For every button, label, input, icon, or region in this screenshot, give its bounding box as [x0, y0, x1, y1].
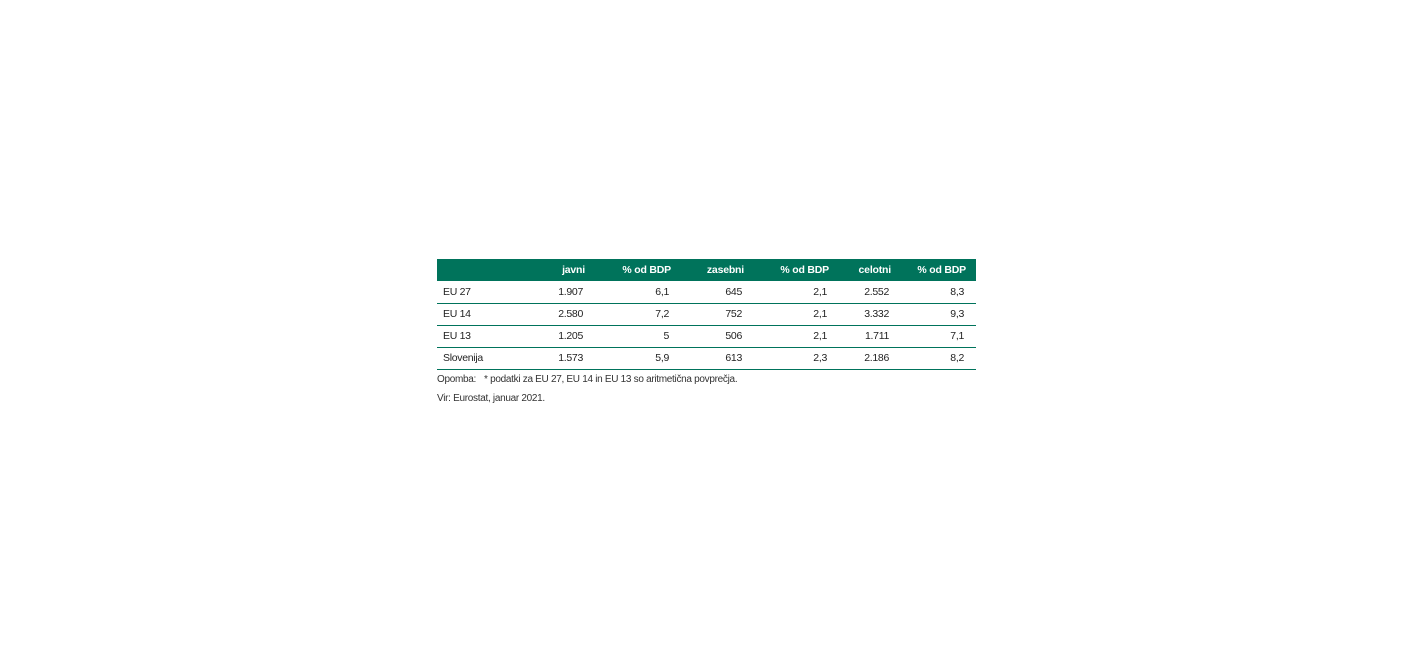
- row-label: EU 14: [443, 308, 471, 320]
- table-cell: 8,2: [950, 352, 964, 364]
- table-cell: 1.711: [865, 330, 889, 342]
- table-cell: 645: [725, 285, 742, 298]
- table-cell: 5,9: [655, 352, 669, 364]
- table-row: [437, 281, 976, 303]
- table-row: [437, 303, 976, 325]
- data-table: [437, 259, 976, 370]
- table-cell: 613: [725, 352, 742, 364]
- header-cell-javni-pct: % od BDP: [622, 264, 671, 276]
- table-cell: 2.580: [558, 308, 583, 320]
- table-cell: 8,3: [950, 285, 964, 298]
- table-note: [437, 374, 976, 385]
- header-cell-celotni: celotni: [858, 264, 891, 276]
- table-cell: 9,3: [950, 308, 964, 320]
- row-label: Slovenija: [443, 352, 483, 364]
- header-cell-label: [437, 259, 549, 281]
- data-table-container: [437, 259, 976, 404]
- table-row: [437, 325, 976, 347]
- note-text: * podatki za EU 27, EU 14 in EU 13 so aritmetična povprečja.: [484, 373, 738, 385]
- header-cell-zasebni: zasebni: [706, 264, 744, 276]
- row-label: EU 13: [443, 330, 471, 342]
- table-cell: 2.186: [864, 352, 889, 364]
- header-cell-javni: javni: [562, 264, 585, 276]
- table-source: Vir: Eurostat, januar 2021.: [437, 392, 545, 404]
- table-cell: 2.552: [864, 285, 889, 298]
- table-cell: 1.205: [558, 330, 583, 342]
- table-cell: 6,1: [655, 285, 669, 298]
- table-cell: 506: [725, 330, 742, 342]
- table-cell: 752: [725, 308, 742, 320]
- table-cell: 7,1: [950, 330, 964, 342]
- note-label: Opomba:: [437, 373, 477, 385]
- table-row: [437, 347, 976, 369]
- table-cell: 2,1: [813, 285, 827, 298]
- table-cell: 3.332: [864, 308, 889, 320]
- table-cell: 2,1: [813, 330, 827, 342]
- table-cell: 5: [663, 330, 669, 342]
- table-header-row: [437, 259, 976, 281]
- table-cell: 2,3: [813, 352, 827, 364]
- header-cell-celotni-pct: % od BDP: [917, 264, 966, 276]
- table-cell: 1.573: [558, 352, 583, 364]
- header-cell-zasebni-pct: % od BDP: [780, 264, 829, 276]
- row-label: EU 27: [443, 285, 471, 298]
- table-cell: 1.907: [558, 285, 583, 298]
- table-cell: 7,2: [655, 308, 669, 320]
- table-cell: 2,1: [813, 308, 827, 320]
